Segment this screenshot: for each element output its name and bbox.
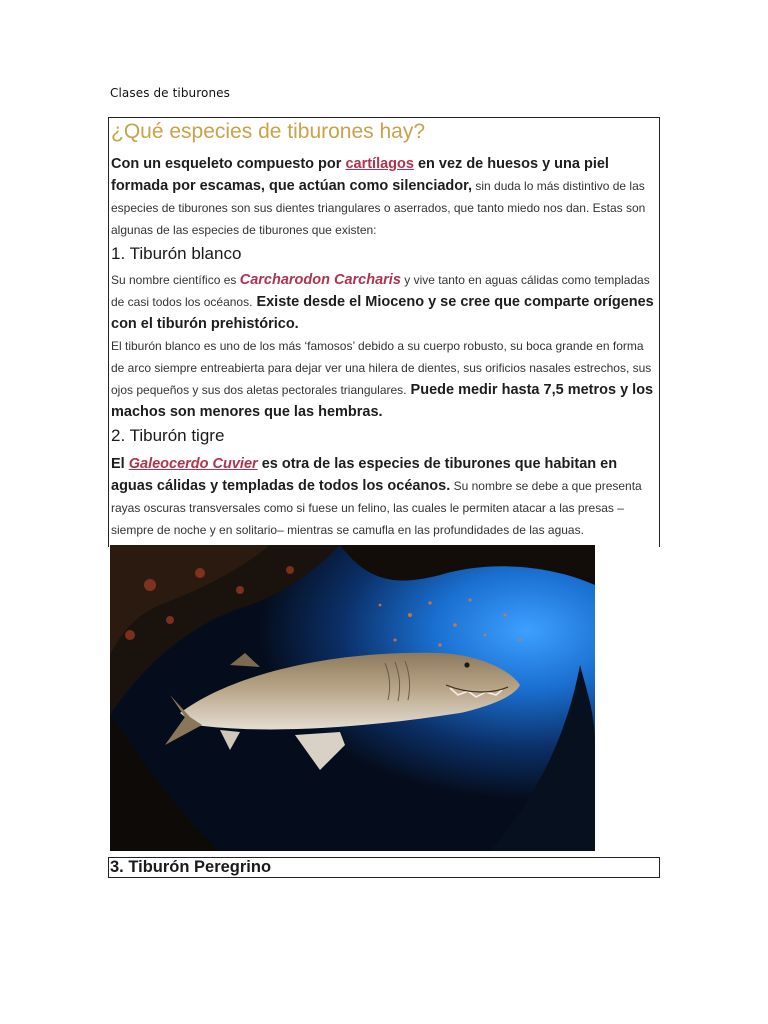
section-title-tiburon-blanco: 1. Tiburón blanco <box>111 244 242 263</box>
blanco-paragraph-1 <box>111 269 656 335</box>
shark-photo <box>110 545 595 851</box>
blanco-paragraph-2 <box>111 335 656 423</box>
article-box <box>108 117 660 547</box>
blanco-p2-bold: Puede medir hasta 7,5 metros y los machos son menores que las hembras. <box>111 382 654 420</box>
tigre-p1-bold: es otra de las especies de tiburones que habitan en aguas cálidas y templadas de todos los océanos. <box>111 456 618 494</box>
galeocerdo-cuvier-link[interactable]: Galeocerdo Cuvier <box>128 456 258 472</box>
intro-rest: sin duda lo más distintivo de las especies de tiburones son sus dientes triangulares o aserrados, que tanto miedo nos dan. Estas son algunas de las especies de tiburones que existen: <box>111 179 646 237</box>
blanco-p1-bold: Existe desde el Mioceno y se cree que comparte orígenes con el tiburón prehistórico. <box>111 294 654 332</box>
tigre-paragraph-1 <box>111 453 656 541</box>
intro-paragraph <box>111 153 656 241</box>
blanco-p1-b: y vive tanto en aguas cálidas como templadas de casi todos los océanos. <box>111 273 650 309</box>
blanco-p1-a: Su nombre científico es <box>111 273 240 287</box>
intro-lead-2: en vez de huesos y una piel formada por escamas, que actúan como silenciador, <box>111 156 609 194</box>
tigre-p1-a: El <box>111 456 129 472</box>
section-3-box <box>108 857 660 878</box>
cartilagos-link[interactable]: cartílagos <box>345 156 414 172</box>
section-title-tiburon-tigre: 2. Tiburón tigre <box>111 426 225 445</box>
blanco-scientific-name: Carcharodon Carcharis <box>239 272 401 288</box>
blanco-p2: El tiburón blanco es uno de los más ‘famosos’ debido a su cuerpo robusto, su boca grande en forma de arco siempre entreabierta para dejar ver una hilera de dientes, sus orificios nasales estrechos, sus ojos pequeños y sus dos aletas pectorales triangulares. <box>111 339 652 397</box>
intro-lead-1: Con un esqueleto compuesto por <box>111 156 346 172</box>
section-title-tiburon-peregrino: 3. Tiburón Peregrino <box>110 858 272 876</box>
tigre-p1-rest: Su nombre se debe a que presenta rayas oscuras transversales como si fuese un felino, las cuales le permiten atacar a las presas –siempre de noche y en solitario– mientras se camufla en las profundidades de las aguas. <box>111 479 642 537</box>
article-title: ¿Qué especies de tiburones hay? <box>111 120 426 143</box>
shark-photo-image <box>110 545 595 851</box>
document-header: Clases de tiburones <box>110 86 230 100</box>
